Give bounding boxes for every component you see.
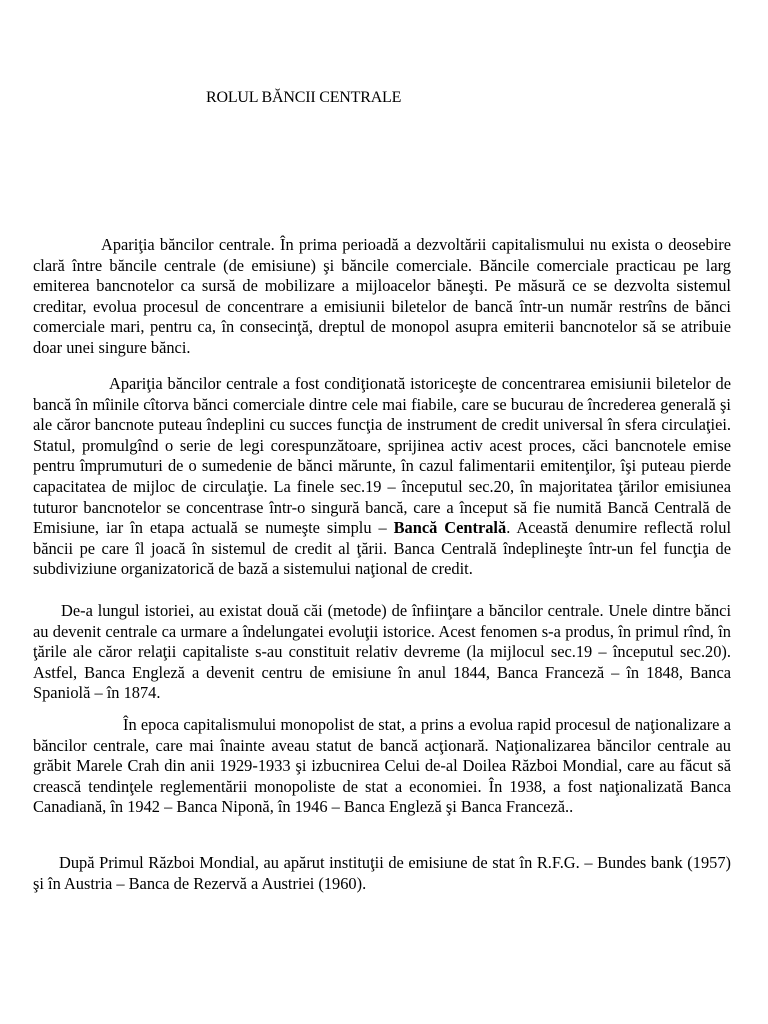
paragraph-2-text-end: . Această denumire reflectă rolul băncii pe care îl joacă în sistemul de credit al ţării. Banca Centrală îndeplineşte într-un fel funcţia de subdiviziune organizatorică de bază a sistemului naţional de credit. bbox=[33, 518, 731, 579]
paragraph-2-text: Apariţia băncilor centrale a fost condiţionată istoriceşte de concentrarea emisiunii biletelor de bancă în mîinile cîtorva bănci comerciale dintre cele mai fiabile, care se bucurau de încrederea generală şi ale căror bancnote puteau îndeplini cu succes funcţia de instrument de credit universal în sfera circulaţiei. Statul, promulgînd o serie de legi corespunzătoare, sprijinea activ acest proces, căci bancnotele emise pentru împrumuturi de o sumedenie de bănci mărunte, în cazul falimentarii emitenţilor, îşi puteau pierde capacitatea de mijloc de circulaţie. La finele sec.19 – începutul sec.20, în majoritatea ţărilor emisiunea tuturor bancnotelor se concentrase într-o singură bancă, care a început să fie numită Bancă Centrală de Emisiune, iar în etapa actuală se numeşte simplu – bbox=[33, 374, 731, 538]
paragraph-5: După Primul Război Mondial, au apărut instituţii de emisiune de stat în R.F.G. – Bundes bank (1957) şi în Austria – Banca de Rezervă a Austriei (1960). bbox=[33, 853, 731, 893]
paragraph-4: În epoca capitalismului monopolist de stat, a prins a evolua rapid procesul de naţionalizare a băncilor centrale, care mai înainte aveau statut de bancă acţionară. Naţionalizarea băncilor centrale au grăbit Marele Crah din anii 1929-1933 şi izbucnirea Celui de-al Doilea Război Mondial, care au făcut să crească tendinţele reglementării monopoliste de stat a economiei. În 1938, a fost naţionalizată Banca Canadiană, în 1942 – Banca Niponă, în 1946 – Banca Engleză şi Banca Franceză.. bbox=[33, 715, 731, 817]
paragraph-3: De-a lungul istoriei, au existat două căi (metode) de înfiinţare a băncilor centrale. Unele dintre bănci au devenit centrale ca urmare a îndelungatei evoluţii istorice. Acest fenomen s-a produs, în primul rînd, în ţările ale căror relaţii capitaliste s-au constituit relativ devreme (la mijlocul sec.19 – începutul sec.20). Astfel, Banca Engleză a devenit centru de emisiune în anul 1844, Banca Franceză – în 1848, Banca Spaniolă – în 1874. bbox=[33, 601, 731, 703]
paragraph-1: Apariţia băncilor centrale. În prima perioadă a dezvoltării capitalismului nu exista o deosebire clară între băncile centrale (de emisiune) şi băncile comerciale. Băncile comerciale practicau pe larg emiterea bancnotelor ca sursă de mobilizare a mijloacelor băneşti. Pe măsură ce se dezvolta sistemul creditar, evolua procesul de concentrare a emisiunii biletelor de bancă într-un număr restrîns de bănci comerciale mari, pentru ca, în consecinţă, dreptul de monopol asupra emiterii bancnotelor să se atribuie doar unei singure bănci. bbox=[33, 235, 731, 357]
paragraph-2 bbox=[33, 374, 731, 580]
document-title: ROLUL BĂNCII CENTRALE bbox=[206, 89, 402, 106]
paragraph-2-bold-term: Bancă Centrală bbox=[393, 518, 507, 538]
